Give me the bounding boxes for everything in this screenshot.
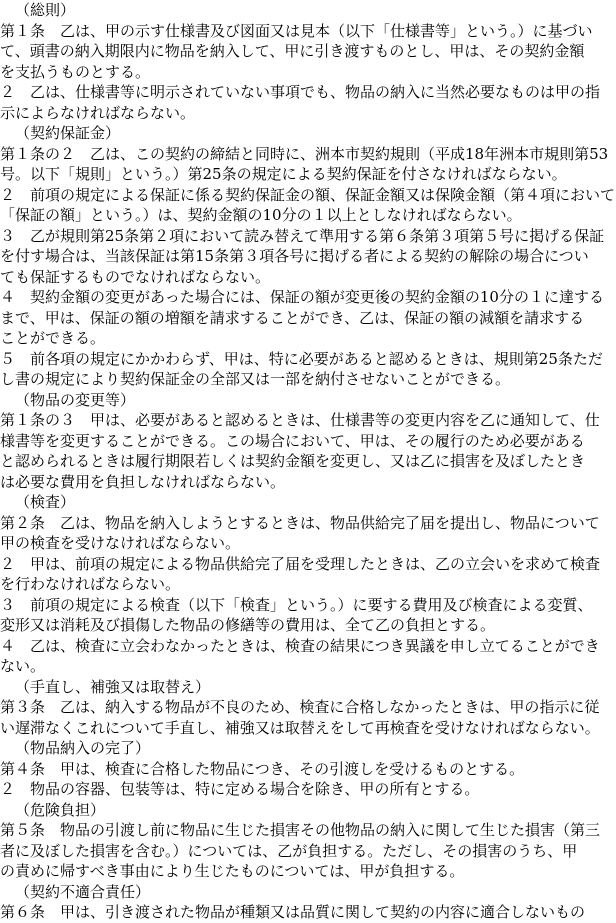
section-heading: （検査） bbox=[15, 493, 76, 511]
text-line: の責めに帰すべき事由により生じたものについては、甲が負担する。 bbox=[0, 862, 465, 880]
text-line: 甲の検査を受けなければならない。 bbox=[0, 534, 241, 552]
text-line: ２ 甲は、前項の規定による物品供給完了届を受理したときは、乙の立会いを求めて検査 bbox=[0, 554, 601, 573]
text-line: ３ 前項の規定による検査（以下「検査」という。）に要する費用及び検査による変質、 bbox=[0, 595, 593, 614]
text-line: を支払うものとする。 bbox=[0, 62, 151, 81]
clause-paragraph bbox=[0, 349, 616, 390]
text-line: 様書等を変更することができる。この場合において、甲は、その履行のため必要がある bbox=[0, 431, 585, 450]
section-heading: （物品の変更等） bbox=[15, 390, 136, 409]
section-heading: （物品納入の完了） bbox=[15, 739, 151, 757]
text-line: を行わなければならない。 bbox=[0, 575, 181, 593]
text-line: は必要な費用を負担しなければならない。 bbox=[0, 472, 286, 491]
text-line: 示によらなければならない。 bbox=[0, 103, 196, 122]
text-line: ３ 乙が規則第25条第２項において読み替えて準用する第６条第３項第５号に掲げる保証 bbox=[0, 226, 605, 245]
section-heading: （総則） bbox=[15, 1, 76, 19]
text-line: 第１条の２ 乙は、この契約の締結と同時に、洲本市契約規則（平成18年洲本市規則第53 bbox=[0, 144, 609, 163]
text-line: て、頭書の納入期限内に物品を納入して、甲に引き渡すものとし、甲は、その契約金額 bbox=[0, 42, 585, 60]
section-heading: （契約保証金） bbox=[15, 124, 121, 142]
clause-paragraph bbox=[0, 185, 616, 226]
clause-paragraph bbox=[0, 820, 616, 882]
text-line: 第５条 物品の引渡し前に物品に生じた損害その他物品の納入に関して生じた損害（第三 bbox=[0, 821, 601, 839]
text-line: 第４条 甲は、検査に合格した物品につき、その引渡しを受けるものとする。 bbox=[0, 759, 525, 778]
text-line: ことができる。 bbox=[0, 329, 106, 347]
section-heading: （手直し、補強又は取替え） bbox=[15, 677, 211, 696]
clause-paragraph bbox=[0, 636, 616, 677]
text-line: 変形又は消耗及び損傷した物品の修繕等の費用は、全て乙の負担とする。 bbox=[0, 616, 496, 634]
section-heading: （危険負担） bbox=[15, 800, 106, 819]
clause-paragraph bbox=[0, 21, 616, 83]
text-line: 第１条の３ 甲は、必要があると認めるときは、仕様書等の変更内容を乙に通知して、仕 bbox=[0, 411, 600, 429]
clause-paragraph bbox=[0, 697, 616, 738]
text-line: を付す場合は、当該保証は第15条第３項各号に掲げる者による契約の解除の場合につい bbox=[0, 247, 589, 265]
text-line: ４ 乙は、検査に立会わなかったときは、検査の結果につき異議を申し立てることができ bbox=[0, 636, 600, 655]
text-line: ２ 前項の規定による保証に係る契約保証金の額、保証金額又は保険金額（第４項において bbox=[0, 185, 616, 204]
text-line: い遅滞なくこれについて手直し、補強又は取替えをして再検査を受けなければならない。 bbox=[0, 718, 600, 737]
text-line: ても保証するものでなければならない。 bbox=[0, 267, 271, 286]
clause-paragraph bbox=[0, 902, 616, 923]
text-line: 第３条 乙は、納入する物品が不良のため、検査に合格しなかったときは、甲の指示に従 bbox=[0, 698, 600, 716]
clause-paragraph bbox=[0, 410, 616, 492]
text-line: し書の規定により契約保証金の全部又は一部を納付させないことができる。 bbox=[0, 370, 511, 388]
text-line: ２ 乙は、仕様書等に明示されていない事項でも、物品の納入に当然必要なものは甲の指 bbox=[0, 83, 601, 101]
clause-paragraph bbox=[0, 226, 616, 288]
text-line: 者に及ぼした損害を含む。）については、乙が負担する。ただし、その損害のうち、甲 bbox=[0, 841, 578, 860]
text-line: 第１条 乙は、甲の示す仕様書及び図面又は見本（以下「仕様書等」という。）に基づい bbox=[0, 21, 593, 40]
text-line: 第６条 甲は、引き渡された物品が種類又は品質に関して契約の内容に適合しないもの bbox=[0, 903, 586, 921]
clause-paragraph bbox=[0, 144, 616, 185]
section-heading: （契約不適合責任） bbox=[15, 882, 151, 901]
text-line: 第２条 乙は、物品を納入しようとするときは、物品供給完了届を提出し、物品について bbox=[0, 513, 600, 532]
clause-paragraph bbox=[0, 287, 616, 349]
clause-paragraph bbox=[0, 595, 616, 636]
text-line: まで、甲は、保証の額の増額を請求することができ、乙は、保証の額の減額を請求する bbox=[0, 308, 585, 327]
text-line: と認められるときは履行期限若しくは契約金額を変更し、又は乙に損害を及ぼしたとき bbox=[0, 452, 586, 470]
clause-paragraph bbox=[0, 513, 616, 554]
text-line: 「保証の額」という。）は、契約金額の10分の１以上としなければならない。 bbox=[0, 206, 522, 224]
clause-paragraph bbox=[0, 759, 616, 780]
text-line: 号。以下「規則」という。）第25条の規定による契約保証を付さなければならない。 bbox=[0, 165, 567, 183]
text-line: ない。 bbox=[0, 657, 46, 675]
text-line: ５ 前各項の規定にかかわらず、甲は、特に必要があると認めるときは、規則第25条ただ bbox=[0, 349, 603, 368]
text-line: ２ 物品の容器、包装等は、特に定める場合を除き、甲の所有とする。 bbox=[0, 780, 480, 798]
clause-paragraph bbox=[0, 554, 616, 595]
clause-paragraph bbox=[0, 779, 616, 800]
text-line: ４ 契約金額の変更があった場合には、保証の額が変更後の契約金額の10分の１に達する bbox=[0, 288, 604, 306]
clause-paragraph bbox=[0, 82, 616, 123]
